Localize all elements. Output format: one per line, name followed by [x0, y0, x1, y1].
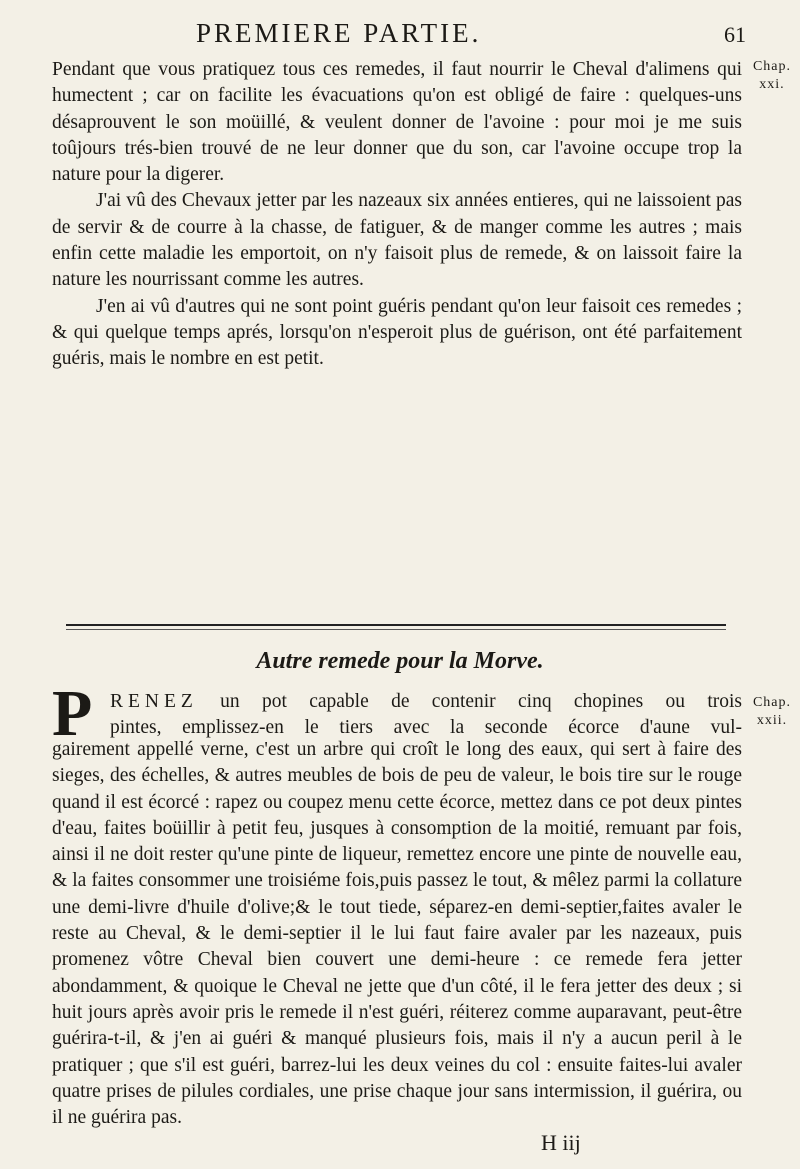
paragraph: J'ai vû des Chevaux jetter par les nazeaux six années entieres, qui ne laissoient pas de servir & de courre à la chasse, de fatiguer, & de manger comme les autres ; mais enfin cette maladie les emportoit, on n'y faisoit plus de remede, & on laissoit faire la nature les nourrissant comme les autres.: [52, 190, 742, 291]
paragraph: Pendant que vous pratiquez tous ces remedes, il faut nourrir le Cheval d'alimens qui humectent ; car on facilite les évacuations qu'on est obligé de faire : quelques-uns désaprouvent le son moüillé, & veulent donner de l'avoine : pour moi je me suis toûjours trés-bien trouvé de ne leur donner que du son, car l'avoine occupe trop la nature pour la digerer.: [52, 59, 742, 186]
margin-note-number: xxii.: [756, 713, 788, 728]
section-title: Autre remede pour la Morve.: [256, 648, 544, 674]
section-two-text: [52, 737, 742, 1131]
margin-note-label: Chap.: [752, 59, 792, 74]
paragraph: J'en ai vû d'autres qui ne sont point guéris pendant qu'on leur faisoit ces remedes ; & qui quelque temps aprés, lorsqu'on n'esperoit plus de guérison, ont été parfaitement guéris, mais le nombre en est petit.: [52, 295, 742, 370]
page-number: 61: [724, 22, 746, 47]
margin-note-number: xxi.: [759, 77, 785, 92]
running-title: PREMIERE PARTIE.: [196, 18, 482, 48]
opening-line: [110, 689, 742, 715]
opening-line: pintes, emplissez-en le tiers avec la seconde écorce d'aune vul-: [110, 717, 742, 738]
margin-note-chapter-22: [748, 694, 796, 730]
running-head: [0, 14, 800, 54]
section-divider: [66, 624, 726, 626]
paragraph: gairement appellé verne, c'est un arbre qui croît le long des eaux, qui sert à faire des sieges, des échelles, & autres meubles de bois de peu de valeur, le bois tire sur le rouge quand il est écorcé : rapez ou coupez menu cette écorce, mettez dans ce pot deux pintes d'eau, faites boüillir à petit feu, jusques à consomption de la moitié, remuant par fois, ainsi il ne doit rester qu'une pinte de liqueur, remettez encore une pinte de nouvelle eau, & la faites consommer une troisiéme fois,puis passez le tout, & mêlez parmi la collature une demi-livre d'huile d'olive;& le tout tiede, séparez-en demi-septier,faites avaler le reste au Cheval, & le demi-septier il le lui faut faire avaler par les nazeaux, puis promenez vôtre Cheval bien couvert une demi-heure : ce remede fera jetter abondamment, & quoique le Cheval ne jette que d'un côté, il le fera jetter des deux ; si huit jours après avoir pris le remede il n'est guéri, réiterez comme auparavant, peut-être guérira-t-il, & j'en ai guéri & manqué plusieurs fois, mais il n'y a aucun peril à le pratiquer ; que s'il est guéri, barrez-lui les deux veines du col : ensuite faites-lui avaler quatre prises de pilules cordiales, une prise chaque jour sans intermission, il guérira, ou il ne guérira pas.: [52, 739, 742, 1129]
drop-cap: P: [52, 677, 93, 750]
signature-mark: H iij: [541, 1130, 581, 1155]
opening-line-text: un pot capable de contenir cinq chopines ou trois: [220, 691, 743, 712]
section-one-text: [52, 57, 742, 373]
first-word: RENEZ: [110, 691, 198, 712]
margin-note-chapter-21: [748, 58, 796, 94]
margin-note-label: Chap.: [752, 695, 792, 710]
